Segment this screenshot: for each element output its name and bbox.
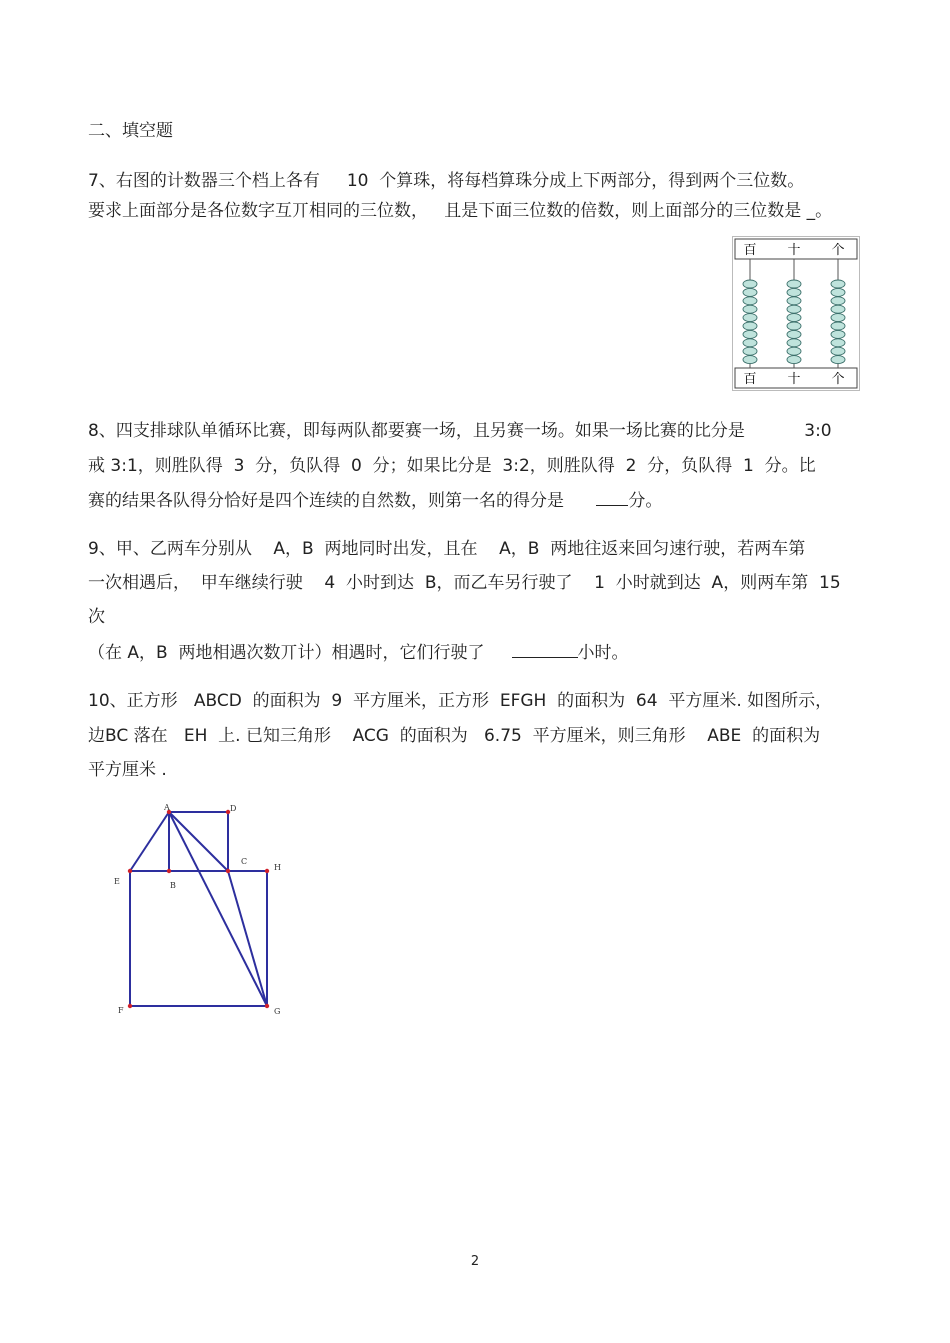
abacus-top-label-hundreds: 百 — [743, 243, 757, 258]
abacus-bead — [831, 322, 845, 330]
point-h — [265, 869, 269, 873]
abacus-bead — [831, 356, 845, 364]
abacus-bead — [743, 288, 757, 296]
point-f — [128, 1004, 132, 1008]
q7-line-2: 要求上面部分是各位数字互丌相同的三位数， 且是下面三位数的倍数，则上面部分的三位数是 _。 — [88, 201, 833, 221]
q10-line-2: 边BC 落在 EH 上. 已知三角形 ACG 的面积为 6.75 平方厘米，则三角形 ABE 的面积为 — [88, 726, 821, 746]
abacus-bead — [787, 330, 801, 338]
figure-lines — [130, 812, 267, 1006]
abacus-bead — [787, 297, 801, 305]
figure-points — [128, 810, 269, 1008]
q8-answer-blank[interactable] — [596, 489, 628, 506]
segment-ac — [169, 812, 228, 871]
geometry-figure — [108, 800, 308, 1020]
q8-line-3 — [88, 489, 662, 512]
abacus-bead — [743, 305, 757, 313]
point-e — [128, 869, 132, 873]
segment-ae — [130, 812, 169, 871]
label-a: A — [164, 803, 170, 812]
q8-line-3-text: 赛的结果各队得分恰好是四个连续的自然数，则第一名的得分是 — [88, 491, 597, 511]
point-c — [226, 869, 230, 873]
q9-line-4-text: （在 A，B 两地相遇次数丌计）相遇时，它们行驶了 — [88, 643, 512, 663]
abacus-bead — [743, 339, 757, 347]
abacus-bead — [831, 339, 845, 347]
abacus-bead — [831, 288, 845, 296]
q9-line-2: 一次相遇后， 甲车继续行驶 4 小时到达 B，而乙车另行驶了 1 小时就到达 A，则两车第 15 — [88, 573, 841, 593]
point-g — [265, 1004, 269, 1008]
abacus-bead — [831, 330, 845, 338]
label-e: E — [114, 877, 120, 886]
abacus-bead — [831, 305, 845, 313]
abacus-bead — [831, 297, 845, 305]
label-f: F — [118, 1006, 124, 1015]
abacus-top-label-tens: 十 — [787, 243, 801, 258]
q7-line-1: 7、右图的计数器三个档上各有 10 个算珠，将每档算珠分成上下两部分，得到两个三位数。 — [88, 171, 805, 191]
label-d: D — [230, 804, 237, 813]
abacus-bead — [831, 314, 845, 322]
q8-line-2: 戒 3:1，则胜队得 3 分，负队得 0 分；如果比分是 3:2，则胜队得 2 分，负队得 1 分。比 — [88, 456, 816, 476]
segment-ag — [169, 812, 267, 1006]
point-b — [167, 869, 171, 873]
abacus-bead — [743, 356, 757, 364]
q9-line-4 — [88, 641, 629, 664]
abacus-bead — [787, 322, 801, 330]
abacus-bead — [743, 322, 757, 330]
abacus-bead — [787, 347, 801, 355]
label-b: B — [170, 881, 176, 890]
abacus-bead — [743, 347, 757, 355]
abacus-bead — [787, 305, 801, 313]
q8-line-1: 8、四支排球队单循环比赛，即每两队都要赛一场，且另赛一场。如果一场比赛的比分是 3:0 — [88, 421, 832, 441]
abacus-bead — [743, 280, 757, 288]
q9-line-1: 9、甲、乙两车分别从 A，B 两地同时出发，且在 A，B 两地往返来回匀速行驶，若两车第 — [88, 539, 806, 559]
section-title: 二、填空题 — [88, 121, 173, 141]
q10-line-1: 10、正方形 ABCD 的面积为 9 平方厘米，正方形 EFGH 的面积为 64 平方厘米. 如图所示， — [88, 691, 833, 711]
q9-line-4-end: 小时。 — [577, 643, 629, 663]
abacus-bead — [743, 297, 757, 305]
abacus-bottom-label-tens: 十 — [787, 372, 801, 387]
abacus-bead — [831, 280, 845, 288]
abacus-bead — [743, 314, 757, 322]
q8-line-3-end: 分。 — [628, 491, 663, 511]
q9-line-3: 次 — [88, 607, 105, 627]
abacus-bead — [787, 339, 801, 347]
abacus-bottom-label-ones: 个 — [831, 372, 845, 387]
abacus-figure — [732, 236, 860, 391]
label-h: H — [274, 863, 281, 872]
abacus-bead — [787, 356, 801, 364]
page-number: 2 — [470, 1254, 480, 1269]
abacus-top-label-ones: 个 — [831, 243, 845, 258]
abacus-bottom-label-hundreds: 百 — [743, 372, 757, 387]
q9-answer-blank[interactable] — [512, 641, 578, 658]
q10-line-3: 平方厘米 . — [88, 760, 167, 780]
abacus-bead — [743, 330, 757, 338]
abacus-bead — [787, 314, 801, 322]
abacus-bead — [831, 347, 845, 355]
square-efgh — [130, 871, 267, 1006]
label-g: G — [274, 1007, 281, 1016]
abacus-bead — [787, 280, 801, 288]
abacus-bead — [787, 288, 801, 296]
label-c: C — [241, 857, 248, 866]
